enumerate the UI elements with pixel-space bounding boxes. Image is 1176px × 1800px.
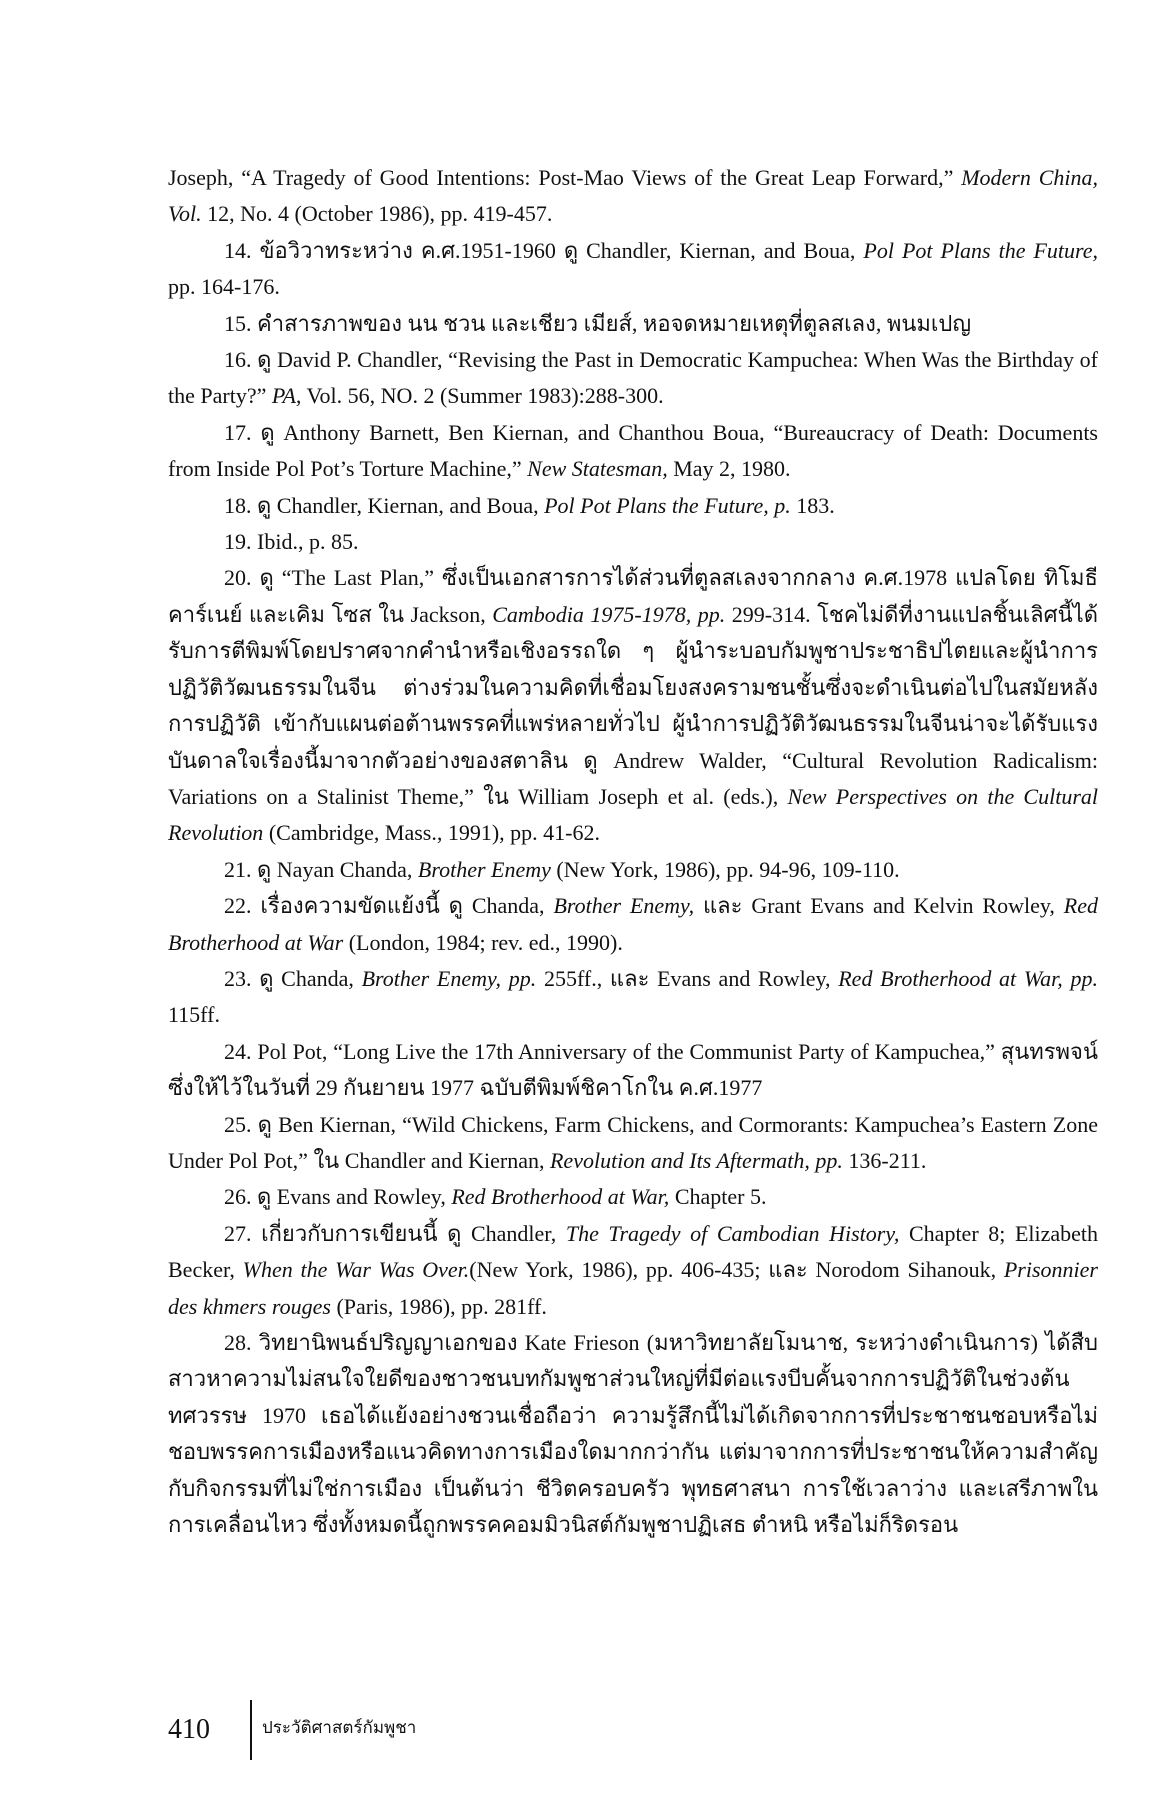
footnote-text: 14. ข้อวิวาทระหว่าง ค.ศ.1951-1960 ดู Chandler, Kiernan, and Boua, <box>224 237 864 263</box>
footnote-text: 18. ดู Chandler, Kiernan, and Boua, <box>224 492 545 518</box>
footnote-text: 12, No. 4 (October 1986), pp. 419-457. <box>201 201 553 227</box>
footnotes-block <box>168 160 1098 1543</box>
footnote-text: 23. ดู Chanda, <box>224 965 362 991</box>
footnote-text: Vol. 56, NO. 2 (Summer 1983):288-300. <box>301 383 664 409</box>
citation-title: Brother Enemy <box>417 856 551 882</box>
footnote-text: 183. <box>790 492 835 518</box>
footnote-item <box>168 1179 1098 1215</box>
page-number: 410 <box>168 1714 210 1745</box>
footnote-text: Chapter 5. <box>669 1184 767 1210</box>
footnote-text: 15. คำสารภาพของ นน ชวน และเชียว เมียส์, หอจดหมายเหตุที่ตูลสเลง, พนมเปญ <box>224 310 972 336</box>
footnote-item <box>168 1034 1098 1107</box>
footnote-continuation <box>168 160 1098 233</box>
footnote-text: 16. ดู David P. Chandler, “Revising the Past in Democratic Kampuchea: When Was the Birthday of the Party?” <box>168 347 1098 409</box>
citation-title: Brother Enemy, pp. <box>361 965 537 991</box>
footnote-item <box>168 852 1098 888</box>
citation-title: Red Brotherhood at War <box>168 893 1098 955</box>
page-footer <box>168 1700 416 1760</box>
citation-title: The Tragedy of Cambodian History, <box>565 1220 900 1246</box>
footnote-text: pp. 164-176. <box>168 274 280 300</box>
footnote-item <box>168 560 1098 851</box>
footnote-text: 299-314. โชคไม่ดีที่งานแปลชิ้นเลิศนี้ได้รับการตีพิมพ์โดยปราศจากคำนำหรือเชิงอรรถใด ๆ ผู้นำระบอบกัมพูชาประชาธิปไตยและผู้นำการปฏิวัติวัฒนธรรมในจีน ต่างร่วมในความคิดที่เชื่อมโยงสงครามชนชั้นซึ่งจะดำเนินต่อไปในสมัยหลังการปฏิวัติ เข้ากับแผนต่อต้านพรรคที่แพร่หลายทั่วไป ผู้นำการปฏิวัติวัฒนธรรมในจีนน่าจะได้รับแรงบันดาลใจเรื่องนี้มาจากตัวอย่างของสตาลิน ดู Andrew Walder, “Cultural Revolution Radicalism: Variations on a Stalinist Theme,” ใน William Joseph et al. (eds.), <box>168 601 1099 809</box>
footnote-item <box>168 1107 1098 1180</box>
footnote-text: 17. ดู Anthony Barnett, Ben Kiernan, and Chanthou Boua, “Bureaucracy of Death: Documents from Inside Pol Pot’s Torture Machine,” <box>168 419 1098 482</box>
footnote-text: 25. ดู Ben Kiernan, “Wild Chickens, Farm Chickens, and Cormorants: Kampuchea’s Eastern Zone Under Pol Pot,” ใน Chandler and Kiernan, <box>168 1111 1098 1173</box>
footnote-text: 27. เกี่ยวกับการเขียนนี้ ดู Chandler, <box>224 1220 566 1246</box>
footnote-text: 255ff., และ Evans and Rowley, <box>536 965 839 991</box>
footnote-text: May 2, 1980. <box>667 456 791 482</box>
footnote-text: Chapter 8; Elizabeth Becker, <box>168 1220 1099 1283</box>
footnote-text: (New York, 1986), pp. 406-435; และ Norodom Sihanouk, <box>469 1257 1004 1283</box>
footnote-item <box>168 961 1098 1034</box>
running-title: ประวัติศาสตร์กัมพูชา <box>262 1718 417 1738</box>
citation-title: Pol Pot Plans the Future, p. <box>544 492 791 518</box>
citation-title: Revolution and Its Aftermath, pp. <box>549 1147 843 1173</box>
footnote-item <box>168 233 1098 306</box>
footnote-item <box>168 488 1098 524</box>
footnote-text: (London, 1984; rev. ed., 1990). <box>343 929 623 955</box>
footnote-text: 24. Pol Pot, “Long Live the 17th Anniversary of the Communist Party of Kampuchea,” สุนทรพจน์ซึ่งให้ไว้ในวันที่ 29 กันยายน 1977 ฉบับตีพิมพ์ชิคาโกใน ค.ศ.1977 <box>168 1038 1098 1101</box>
footnote-text: 115ff. <box>168 1002 220 1028</box>
citation-title: When the War Was Over. <box>242 1257 470 1283</box>
footnote-text: 19. Ibid., p. 85. <box>224 529 359 555</box>
footnote-text: (Cambridge, Mass., 1991), pp. 41-62. <box>263 820 600 846</box>
citation-title: PA, <box>271 383 302 409</box>
footnote-item <box>168 415 1098 488</box>
footnote-text: 136-211. <box>842 1147 927 1173</box>
footnote-text: 22. เรื่องความขัดแย้งนี้ ดู Chanda, <box>224 893 554 919</box>
footnote-item <box>168 1325 1098 1543</box>
footnote-text: และ Grant Evans and Kelvin Rowley, <box>694 893 1064 919</box>
citation-title: Prisonnier des khmers rouges <box>168 1257 1098 1319</box>
citation-title: New Statesman, <box>527 456 668 482</box>
footnote-item <box>168 524 1098 560</box>
citation-title: Red Brotherhood at War, <box>451 1184 670 1210</box>
citation-title: Modern China, Vol. <box>168 165 1098 227</box>
footnote-item <box>168 306 1098 342</box>
citation-title: Cambodia 1975-1978, pp. <box>492 601 726 627</box>
footnote-text: (New York, 1986), pp. 94-96, 109-110. <box>550 856 900 882</box>
footnote-text: Joseph, “A Tragedy of Good Intentions: Post-Mao Views of the Great Leap Forward,” <box>168 165 962 190</box>
footnote-text: 28. วิทยานิพนธ์ปริญญาเอกของ Kate Frieson (มหาวิทยาลัยโมนาช, ระหว่างดำเนินการ) ได้สืบสาวหาความไม่สนใจใยดีของชาวชนบทกัมพูชาส่วนใหญ่ที่มีต่อแรงบีบคั้นจากการปฏิวัติในช่วงต้นทศวรรษ 1970 เธอได้แย้งอย่างชวนเชื่อถือว่า ความรู้สึกนี้ไม่ได้เกิดจากการที่ประชาชนชอบหรือไม่ชอบพรรคการเมืองหรือแนวคิดทางการเมืองใดมากกว่ากัน แต่มาจากการที่ประชาชนให้ความสำคัญกับกิจกรรมที่ไม่ใช่การเมือง เป็นต้นว่า ชีวิตครอบครัว พุทธศาสนา การใช้เวลาว่าง และเสรีภาพในการเคลื่อนไหว ซึ่งทั้งหมดนี้ถูกพรรคคอมมิวนิสต์กัมพูชาปฏิเสธ ตำหนิ หรือไม่ก็ริดรอน <box>168 1330 1098 1538</box>
footnote-item <box>168 342 1098 415</box>
footnote-text: 20. ดู “The Last Plan,” ซึ่งเป็นเอกสารการได้ส่วนที่ตูลสเลงจากกลาง ค.ศ.1978 แปลโดย ทิโมธี คาร์เนย์ และเคิม โซส ใน Jackson, <box>168 565 1098 627</box>
footnote-text: (Paris, 1986), pp. 281ff. <box>330 1293 547 1319</box>
footnote-text: 26. ดู Evans and Rowley, <box>224 1184 452 1210</box>
citation-title: Pol Pot Plans the Future, <box>863 237 1099 263</box>
footnote-item <box>168 1216 1098 1325</box>
citation-title: Brother Enemy, <box>553 893 695 919</box>
citation-title: New Perspectives on the Cultural Revolution <box>168 783 1098 846</box>
footnote-item <box>168 888 1098 961</box>
citation-title: Red Brotherhood at War, pp. <box>838 965 1098 991</box>
footnote-text: 21. ดู Nayan Chanda, <box>224 856 418 882</box>
